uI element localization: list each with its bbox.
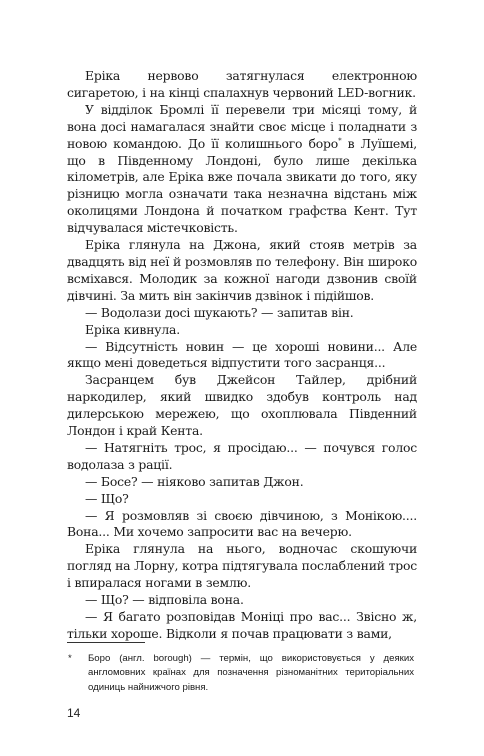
dialogue-line-2: — Відсутність новин — це хороші новини... Але якщо мені доведеться відпустити того засранця... xyxy=(67,338,417,371)
footnote xyxy=(68,652,414,695)
paragraph-2-rest: в Луїшемі, що в Південному Лондоні, було лише декілька кілометрів, але Еріка вже почала звикати до того, яку різницю могла означати така незначна відстань між околицями Лондона й початком графства Кент. Тут відчувалася містечковість. xyxy=(67,135,418,236)
paragraph-3: Еріка глянула на Джона, який стояв метрів за двадцять від неї й розмовляв по телефону. Він широко всміхався. Молодик за кожної нагоди дзвонив своїй дівчині. За мить він закінчив дзвінок і підійшов. xyxy=(67,237,417,303)
dialogue-line-3: — Натягніть трос, я просідаю... — почувся голос водолаза з рації. xyxy=(67,439,417,472)
paragraph-6: Еріка глянула на нього, водночас скошуючи погляд на Лорну, котра підтягувала послаблений трос і впиралася ногами в землю. xyxy=(67,541,417,591)
dialogue-line-4: — Босе? — ніяково запитав Джон. xyxy=(85,473,304,489)
page-number: 14 xyxy=(67,706,81,720)
paragraph-5: Засранцем був Джейсон Тайлер, дрібний наркодилер, який швидко здобув контроль над дилерською мережею, що охоплювала Південний Лондон і край Кента. xyxy=(67,372,417,439)
dialogue-line-1: — Водолази досі шукають? — запитав він. xyxy=(85,304,354,320)
paragraph-2 xyxy=(67,102,417,237)
dialogue-line-6: — Я розмовляв зі своєю дівчиною, з Монікою.... Вона... Ми хочемо запросити вас на вечерю. xyxy=(67,507,417,540)
dialogue-line-5: — Що? xyxy=(85,490,129,506)
dialogue-line-7: — Що? — відповіла вона. xyxy=(85,592,244,608)
page-body xyxy=(67,68,417,643)
dialogue-line-8: — Я багато розповідав Моніці про вас... Звісно ж, тільки хороше. Відколи я почав працювати з вами, xyxy=(67,609,417,641)
footnote-star: * xyxy=(68,653,72,664)
paragraph-1: Еріка нервово затягнулася електронною сигаретою, і на кінці спалахнув червоний LED-вогник. xyxy=(67,68,417,100)
footnote-marker: * xyxy=(338,136,342,145)
paragraph-2-start: У відділок Бромлі її перевели три місяці тому, й вона досі намагалася знайти своє місце і поладнати з новою командою. До її колишнього боро xyxy=(67,101,417,151)
footnote-divider xyxy=(67,642,145,643)
footnote-text: Боро (англ. borough) — термін, що використовується у деяких англомовних країнах для позначення різноманітних територіальних одиниць найнижчого рівня. xyxy=(88,653,414,693)
paragraph-4: Еріка кивнула. xyxy=(85,321,180,337)
